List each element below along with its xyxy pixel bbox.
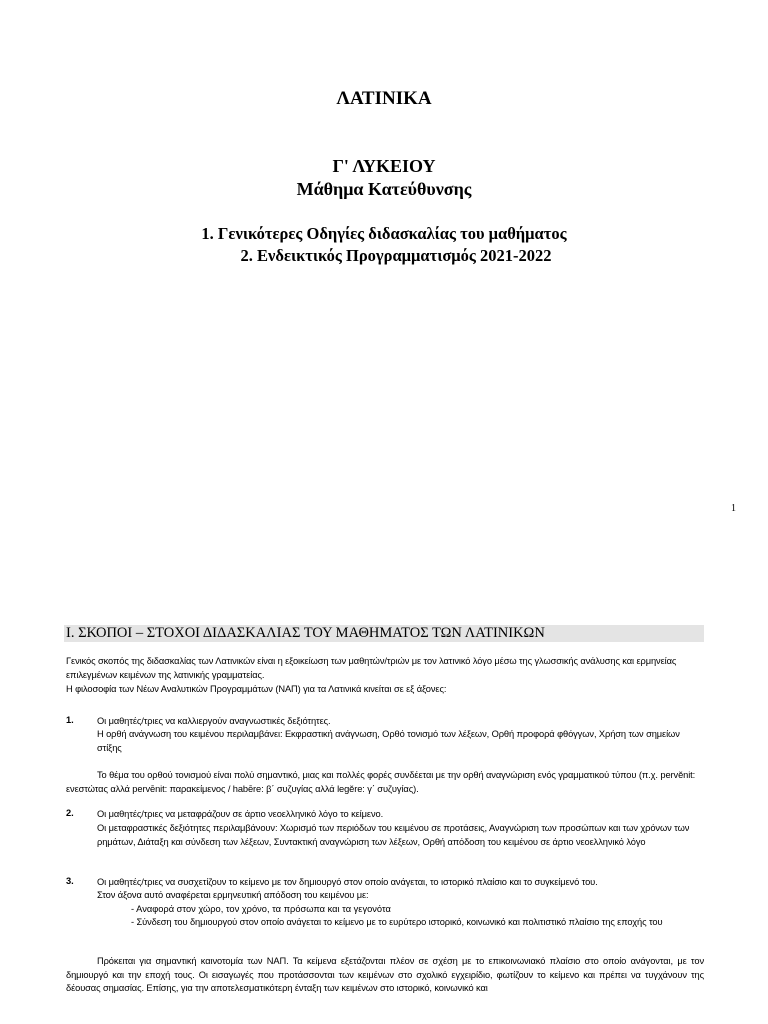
innovation-paragraph: Πρόκειται για σημαντική καινοτομία των ΝΑΠ. Τα κείμενα εξετάζονται πλέον σε σχέση με το επικοινωνιακό πλαίσιο στο οποίο ανάγονται, με τον δημιουργό και την εποχή τους. Οι εισαγωγές που προτάσσονται των κειμένων στο σχολικό εγχειρίδιο, φωτίζουν το κείμενο και πρέπει να τυγχάνουν της δέουσας σημασίας. Επίσης, για την αποτελεσματικότερη ένταξη των κειμένων στο ιστορικό, κοινωνικό και: [66, 956, 704, 994]
toc-item-2: 2. Ενδεικτικός Προγραμματισμός 2021-2022: [240, 246, 552, 265]
toc-item-1: 1. Γενικότερες Οδηγίες διδασκαλίας του μαθήματος: [201, 224, 567, 243]
item-number-3: 3.: [66, 876, 74, 886]
item-2-lead: Οι μαθητές/τριες να μεταφράζουν σε άρτιο νεοελληνικό λόγο το κείμενο.: [97, 809, 384, 819]
item-number-1: 1.: [66, 715, 74, 725]
item-2-detail: Οι μεταφραστικές δεξιότητες περιλαμβάνουν: Χωρισμό των περιόδων του κειμένου σε προτάσεις, Αναγνώριση των προσώπων και των χρόνων των ρημάτων, Διάταξη και σύνδεση των λέξεων, Συντακτική αναγνώριση των λέξεων, Ορθή απόδοση του κειμένου σε άρτιο νεοελληνικό λόγο: [97, 823, 690, 847]
item-1-detail: Η ορθή ανάγνωση του κειμένου περιλαμβάνει: Εκφραστική ανάγνωση, Ορθό τονισμό των λέξεων, Ορθή προφορά φθόγγων, Χρήση των σημείων στίξης: [97, 729, 680, 753]
intro-axes-sentence: Η φιλοσοφία των Νέων Αναλυτικών Προγραμμάτων (ΝΑΠ) για τα Λατινικά κινείται σε εξ άξονες:: [66, 684, 447, 694]
grade-label: Γ' ΛΥΚΕΙΟΥ: [332, 156, 436, 176]
course-label: Μάθημα Κατεύθυνσης: [296, 179, 472, 199]
section-heading: Ι. ΣΚΟΠΟΙ – ΣΤΟΧΟΙ ΔΙΔΑΣΚΑΛΙΑΣ ΤΟΥ ΜΑΘΗΜΑΤΟΣ ΤΩΝ ΛΑΤΙΝΙΚΩΝ: [66, 625, 545, 641]
item-3-bullet-1: - Αναφορά στον χώρο, τον χρόνο, τα πρόσωπα και τα γεγονότα: [131, 904, 391, 914]
intro-paragraph: Γενικός σκοπός της διδασκαλίας των Λατινικών είναι η εξοικείωση των μαθητών/τριών με τον λατινικό λόγο μέσω της γλωσσικής ανάλυσης και ερμηνείας επιλεγμένων κειμένων της λατινικής γραμματείας.: [66, 656, 677, 680]
document-title: ΛΑΤΙΝΙΚΑ: [336, 88, 432, 109]
item-3-lead: Οι μαθητές/τριες να συσχετίζουν το κείμενο με τον δημιουργό στον οποίο ανάγεται, το ιστορικό πλαίσιο και το συγκείμενό του.: [97, 877, 598, 887]
item-3-detail: Στον άξονα αυτό αναφέρεται ερμηνευτική απόδοση του κειμένου με:: [97, 890, 369, 900]
item-1-lead: Οι μαθητές/τριες να καλλιεργούν αναγνωστικές δεξιότητες.: [97, 716, 331, 726]
page-number: 1: [731, 503, 736, 514]
item-3-bullet-2: - Σύνδεση του δημιουργού στον οποίο ανάγεται το κείμενο με το ευρύτερο ιστορικό, κοινωνικό και πολιτιστικό πλαίσιο της εποχής του: [131, 917, 663, 927]
stress-note: Το θέμα του ορθού τονισμού είναι πολύ σημαντικό, μιας και πολλές φορές συνδέεται με την ορθή αναγνώριση ενός γραμματικού τύπου (π.χ. pervĕnit: ενεστώτας αλλά pervēnit: παρακείμενος / habēre: β΄ συζυγίας αλλά legĕre: γ΄ συζυγίας).: [66, 770, 696, 794]
item-number-2: 2.: [66, 808, 74, 818]
